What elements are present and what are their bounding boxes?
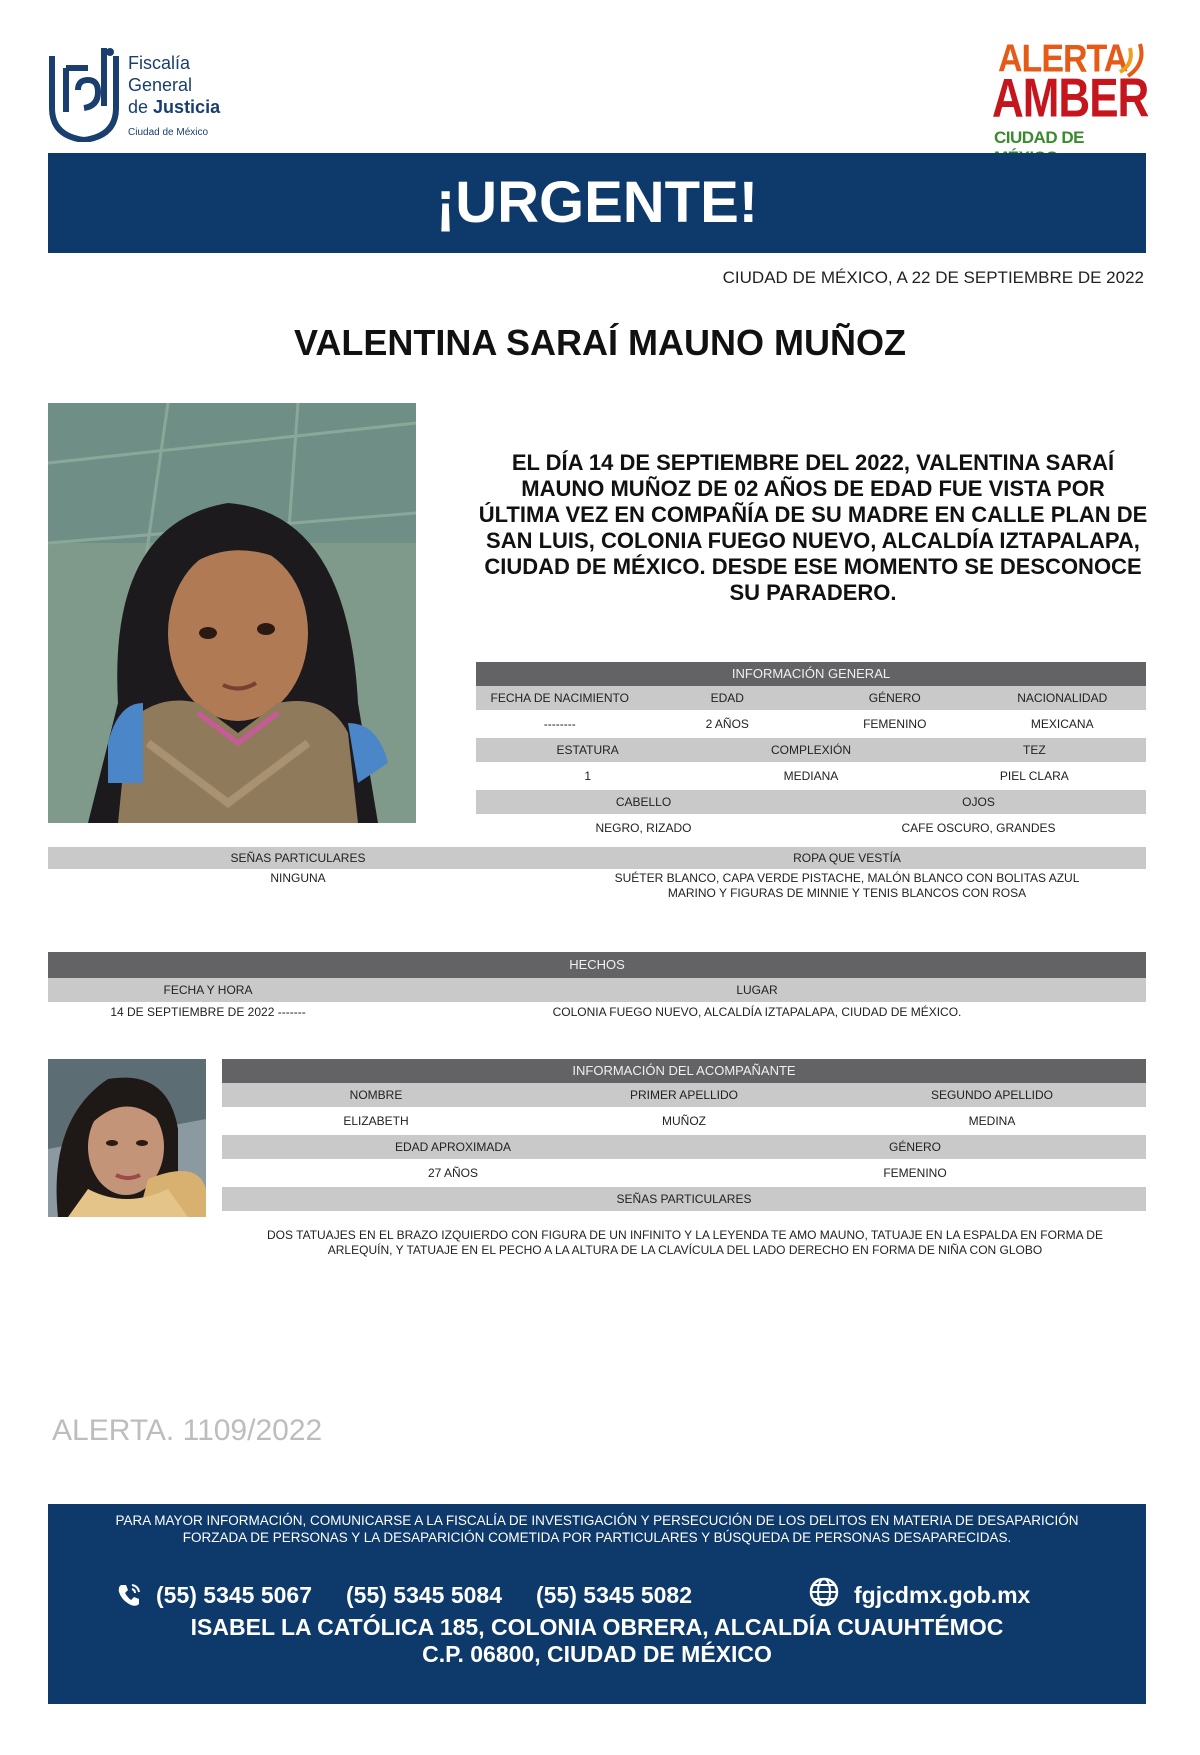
fgj-line3-bold: Justicia xyxy=(153,97,221,117)
alerta-amber-logo xyxy=(990,37,1150,150)
phone-number-2[interactable]: (55) 5345 5084 xyxy=(346,1582,503,1608)
general-info-row3-labels xyxy=(476,790,1146,814)
amber-line3: CIUDAD DE xyxy=(994,128,1084,147)
age-value: 2 AÑOS xyxy=(705,717,749,731)
footer-note xyxy=(68,1512,1126,1546)
missing-person-name: VALENTINA SARAÍ MAUNO MUÑOZ xyxy=(294,322,906,363)
companion-surname1-value: MUÑOZ xyxy=(662,1114,706,1128)
general-info-title: INFORMACIÓN GENERAL xyxy=(476,662,1146,686)
companion-age-label: EDAD APROXIMADA xyxy=(394,1140,512,1154)
website-link[interactable]: fgjcdmx.gob.mx xyxy=(854,1582,1031,1608)
companion-surname2-label: SEGUNDO APELLIDO xyxy=(930,1088,1054,1102)
companion-photo xyxy=(48,1059,206,1217)
companion-row2-labels xyxy=(222,1135,1146,1159)
age-label: EDAD xyxy=(710,691,744,705)
companion-gender-value: FEMENINO xyxy=(883,1166,947,1180)
footer-note-line2: FORZADA DE PERSONAS Y LA DESAPARICIÓN COMETIDA POR PARTICULARES Y BÚSQUEDA DE PERSONAS DESAPARECIDAS. xyxy=(182,1530,1012,1545)
clothing-value-line2: MARINO Y FIGURAS DE MINNIE Y TENIS BLANCOS CON ROSA xyxy=(667,886,1027,900)
nationality-label: NACIONALIDAD xyxy=(1017,691,1108,705)
companion-info-table xyxy=(222,1059,1146,1211)
fgj-line1: Fiscalía xyxy=(128,53,191,73)
fgj-line3-prefix: de xyxy=(128,97,149,117)
companion-gender-label: GÉNERO xyxy=(888,1140,941,1154)
birthdate-label: FECHA DE NACIMIENTO xyxy=(490,691,629,705)
amber-line1: ALERTA xyxy=(998,37,1128,81)
fgj-line4: Ciudad de México xyxy=(128,127,209,138)
amber-line2: AMBER xyxy=(992,67,1149,129)
height-value: 1 xyxy=(584,769,591,783)
marks-clothing-values xyxy=(48,869,1146,901)
facts-values xyxy=(48,1002,1146,1024)
nationality-value: MEXICANA xyxy=(1030,717,1094,731)
gender-value: FEMENINO xyxy=(863,717,927,731)
height-label: ESTATURA xyxy=(556,743,619,757)
fgj-line2: General xyxy=(128,75,193,95)
clothing-value-line1: SUÉTER BLANCO, CAPA VERDE PISTACHE, MALÓN BLANCO CON BOLITAS AZUL xyxy=(614,871,1080,885)
fgj-emblem-icon xyxy=(48,46,120,142)
hair-label: CABELLO xyxy=(615,795,672,809)
footer-note-line1: PARA MAYOR INFORMACIÓN, COMUNICARSE A LA FISCALÍA DE INVESTIGACIÓN Y PERSECUCIÓN DE LOS DELITOS EN MATERIA DE DESAPARICIÓN xyxy=(115,1513,1079,1528)
date-time-value: 14 DE SEPTIEMBRE DE 2022 ------- xyxy=(110,1005,306,1019)
place-value: COLONIA FUEGO NUEVO, ALCALDÍA IZTAPALAPA, CIUDAD DE MÉXICO. xyxy=(552,1005,962,1019)
companion-marks-value xyxy=(240,1228,1130,1258)
disappearance-description: EL DÍA 14 DE SEPTIEMBRE DEL 2022, VALENTINA SARAÍ MAUNO MUÑOZ DE 02 AÑOS DE EDAD FUE VISTA POR ÚLTIMA VEZ EN COMPAÑÍA DE SU MADRE EN CALLE PLAN DE SAN LUIS, COLONIA FUEGO NUEVO, ALCALDÍA IZTAPALAPA, CIUDAD DE MÉXICO. DESDE ESE MOMENTO SE DESCONOCE SU PARADERO. xyxy=(478,450,1148,605)
footer-contacts xyxy=(48,1580,1146,1610)
footer-address-line1: ISABEL LA CATÓLICA 185, COLONIA OBRERA, ALCALDÍA CUAUHTÉMOC xyxy=(190,1614,1004,1640)
companion-surname2-value: MEDINA xyxy=(968,1114,1016,1128)
general-info-table xyxy=(476,662,1146,842)
companion-age-value: 27 AÑOS xyxy=(427,1166,479,1180)
birthdate-value: -------- xyxy=(543,717,576,731)
companion-name-label: NOMBRE xyxy=(349,1088,403,1102)
build-label: COMPLEXIÓN xyxy=(770,743,851,757)
companion-marks-line1: DOS TATUAJES EN EL BRAZO IZQUIERDO CON FIGURA DE UN INFINITO Y LA LEYENDA TE AMO MAUNO, TATUAJE EN LA ESPALDA EN FORMA DE xyxy=(267,1228,1103,1242)
companion-marks-label: SEÑAS PARTICULARES xyxy=(616,1192,752,1206)
build-value: MEDIANA xyxy=(783,769,839,783)
eyes-label: OJOS xyxy=(962,795,995,809)
distinguishing-marks-value: NINGUNA xyxy=(270,871,326,885)
date-line: CIUDAD DE MÉXICO, A 22 DE SEPTIEMBRE DE 2022 xyxy=(722,268,1144,287)
general-info-row2-labels xyxy=(476,738,1146,762)
marks-clothing-labels xyxy=(48,847,1146,869)
general-info-row1-labels xyxy=(476,686,1146,710)
phone-number-3[interactable]: (55) 5345 5082 xyxy=(536,1582,693,1608)
contact-footer xyxy=(48,1504,1146,1704)
companion-name-value: ELIZABETH xyxy=(343,1114,409,1128)
companion-row1-labels xyxy=(222,1083,1146,1107)
date-time-label: FECHA Y HORA xyxy=(163,983,253,997)
general-info-row2-values xyxy=(476,762,1146,790)
facts-labels xyxy=(48,978,1146,1002)
phone-number-1[interactable]: (55) 5345 5067 xyxy=(156,1582,313,1608)
companion-surname1-label: PRIMER APELLIDO xyxy=(629,1088,739,1102)
general-info-row1-values xyxy=(476,710,1146,738)
place-label: LUGAR xyxy=(736,983,778,997)
gender-label: GÉNERO xyxy=(868,691,921,705)
complexion-label: TEZ xyxy=(1022,743,1046,757)
companion-row1-values xyxy=(222,1107,1146,1135)
eyes-value: CAFE OSCURO, GRANDES xyxy=(901,821,1056,835)
general-info-row3-values xyxy=(476,814,1146,842)
hair-value: NEGRO, RIZADO xyxy=(595,821,692,835)
clothing-label: ROPA QUE VESTÍA xyxy=(793,851,901,865)
companion-marks-label-row xyxy=(222,1187,1146,1211)
companion-row2-values xyxy=(222,1159,1146,1187)
facts-table xyxy=(48,952,1146,1024)
globe-icon xyxy=(808,1576,840,1608)
phone-icon xyxy=(116,1582,142,1608)
facts-title: HECHOS xyxy=(48,952,1146,978)
clothing-value xyxy=(548,869,1146,901)
distinguishing-marks-label: SEÑAS PARTICULARES xyxy=(230,851,366,865)
fgj-wordmark xyxy=(128,52,220,140)
alert-number: ALERTA. 1109/2022 xyxy=(52,1414,323,1447)
missing-child-photo xyxy=(48,403,416,823)
marks-clothing-table xyxy=(48,847,1146,901)
fgj-logo xyxy=(48,44,238,146)
complexion-value: PIEL CLARA xyxy=(999,769,1069,783)
companion-marks-line2: ARLEQUÍN, Y TATUAJE EN EL PECHO A LA ALTURA DE LA CLAVÍCULA DEL LADO DERECHO EN FORMA DE NIÑA CON GLOBO xyxy=(327,1243,1043,1257)
urgent-banner: ¡URGENTE! xyxy=(48,153,1146,253)
fgj-line3 xyxy=(128,96,220,118)
footer-address-line2: C.P. 06800, CIUDAD DE MÉXICO xyxy=(422,1641,772,1667)
companion-info-title: INFORMACIÓN DEL ACOMPAÑANTE xyxy=(222,1059,1146,1083)
